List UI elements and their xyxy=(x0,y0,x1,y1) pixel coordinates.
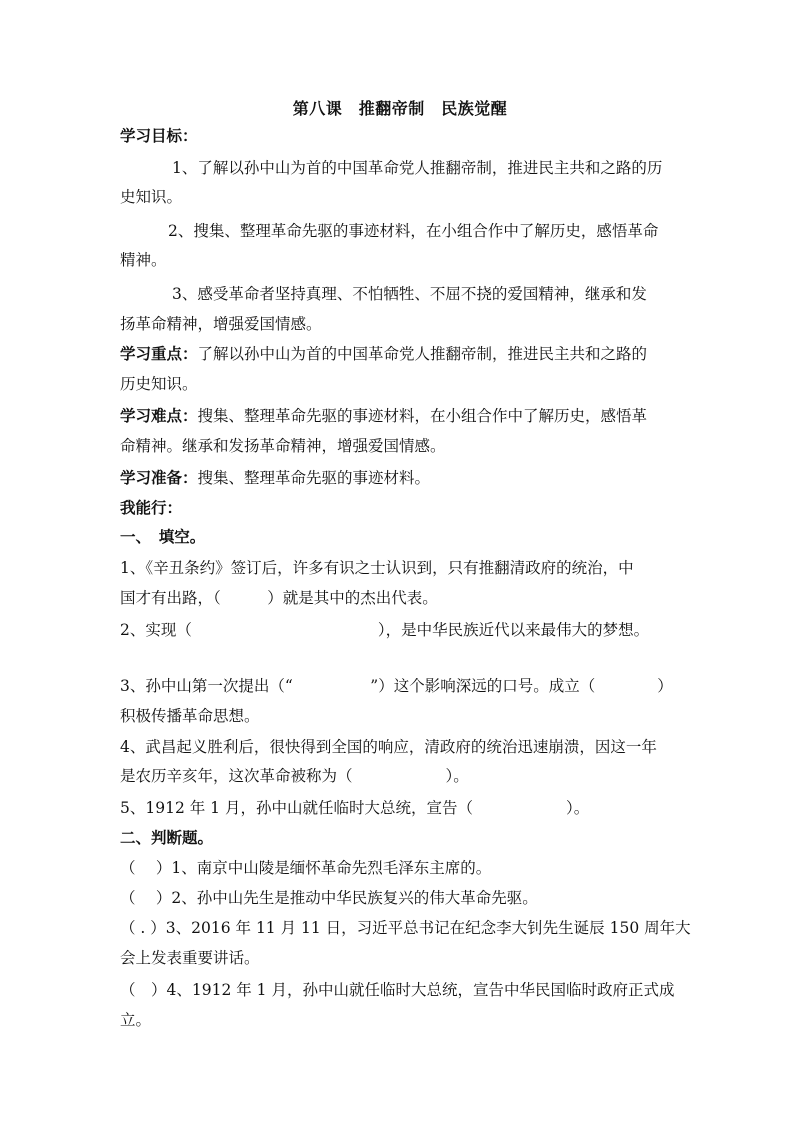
objective-2-line-2: 精神。 xyxy=(120,251,167,269)
prep-heading: 学习准备： xyxy=(120,469,198,487)
judge-j1: （ ）1、南京中山陵是缅怀革命先烈毛泽东主席的。 xyxy=(120,859,492,877)
fill-q2: 2、实现（ ），是中华民族近代以来最伟大的梦想。 xyxy=(120,621,650,639)
page-title: 第八课 推翻帝制 民族觉醒 xyxy=(292,99,508,118)
fill-q3-line-1: 3、孙中山第一次提出（“ ”）这个影响深远的口号。成立（ ） xyxy=(120,677,673,695)
judge-j3-line-2: 会上发表重要讲话。 xyxy=(120,949,260,967)
difficulties-heading: 学习难点： xyxy=(120,407,198,425)
judge-j4-line-1: （ ）4、1912 年 1 月，孙中山就任临时大总统，宣告中华民国临时政府正式成 xyxy=(120,981,675,999)
difficulties xyxy=(120,406,690,426)
fill-q3-line-2: 积极传播革命思想。 xyxy=(120,707,260,725)
fill-q4-line-2: 是农历辛亥年，这次革命被称为（ ）。 xyxy=(120,767,469,785)
fill-q4-line-1: 4、武昌起义胜利后，很快得到全国的响应，清政府的统治迅速崩溃，因这一年 xyxy=(120,738,657,756)
fill-heading: 一、 填空。 xyxy=(120,528,206,546)
prep-text: 搜集、整理革命先驱的事迹材料。 xyxy=(197,469,431,487)
key-points-line-2: 历史知识。 xyxy=(120,375,198,393)
objectives-heading: 学习目标： xyxy=(120,127,198,145)
difficulties-text: 搜集、整理革命先驱的事迹材料，在小组合作中了解历史，感悟革 xyxy=(197,407,648,425)
fill-q1-line-1: 1、《辛丑条约》签订后，许多有识之士认识到，只有推翻清政府的统治，中 xyxy=(120,559,634,577)
objective-1-line-2: 史知识。 xyxy=(120,188,183,206)
fill-q5: 5、1912 年 1 月，孙中山就任临时大总统，宣告（ ）。 xyxy=(120,799,590,817)
objective-1-line-1: 1、了解以孙中山为首的中国革命党人推翻帝制，推进民主共和之路的历 xyxy=(172,159,663,177)
prep xyxy=(120,468,690,488)
key-points xyxy=(120,344,690,364)
key-points-heading: 学习重点： xyxy=(120,345,198,363)
key-points-text: 了解以孙中山为首的中国革命党人推翻帝制，推进民主共和之路的 xyxy=(197,345,648,363)
objective-3-line-1: 3、感受革命者坚持真理、不怕牺牲、不屈不挠的爱国精神，继承和发 xyxy=(172,285,647,303)
fill-q1-line-2: 国才有出路，（ ）就是其中的杰出代表。 xyxy=(120,589,438,607)
judge-heading: 二、判断题。 xyxy=(120,829,214,847)
judge-j4-line-2: 立。 xyxy=(120,1011,152,1029)
objective-2-line-1: 2、搜集、整理革命先驱的事迹材料，在小组合作中了解历史，感悟革命 xyxy=(168,222,659,240)
difficulties-line-2: 命精神。继承和发扬革命精神，增强爱国情感。 xyxy=(120,437,446,455)
judge-j3-line-1: （ . ）3、2016 年 11 月 11 日，习近平总书记在纪念李大钊先生诞辰 150 周年大 xyxy=(120,919,691,937)
can-do-heading: 我能行： xyxy=(120,499,183,517)
objective-3-line-2: 扬革命精神，增强爱国情感。 xyxy=(120,315,322,333)
judge-j2: （ ）2、孙中山先生是推动中华民族复兴的伟大革命先驱。 xyxy=(120,889,538,907)
